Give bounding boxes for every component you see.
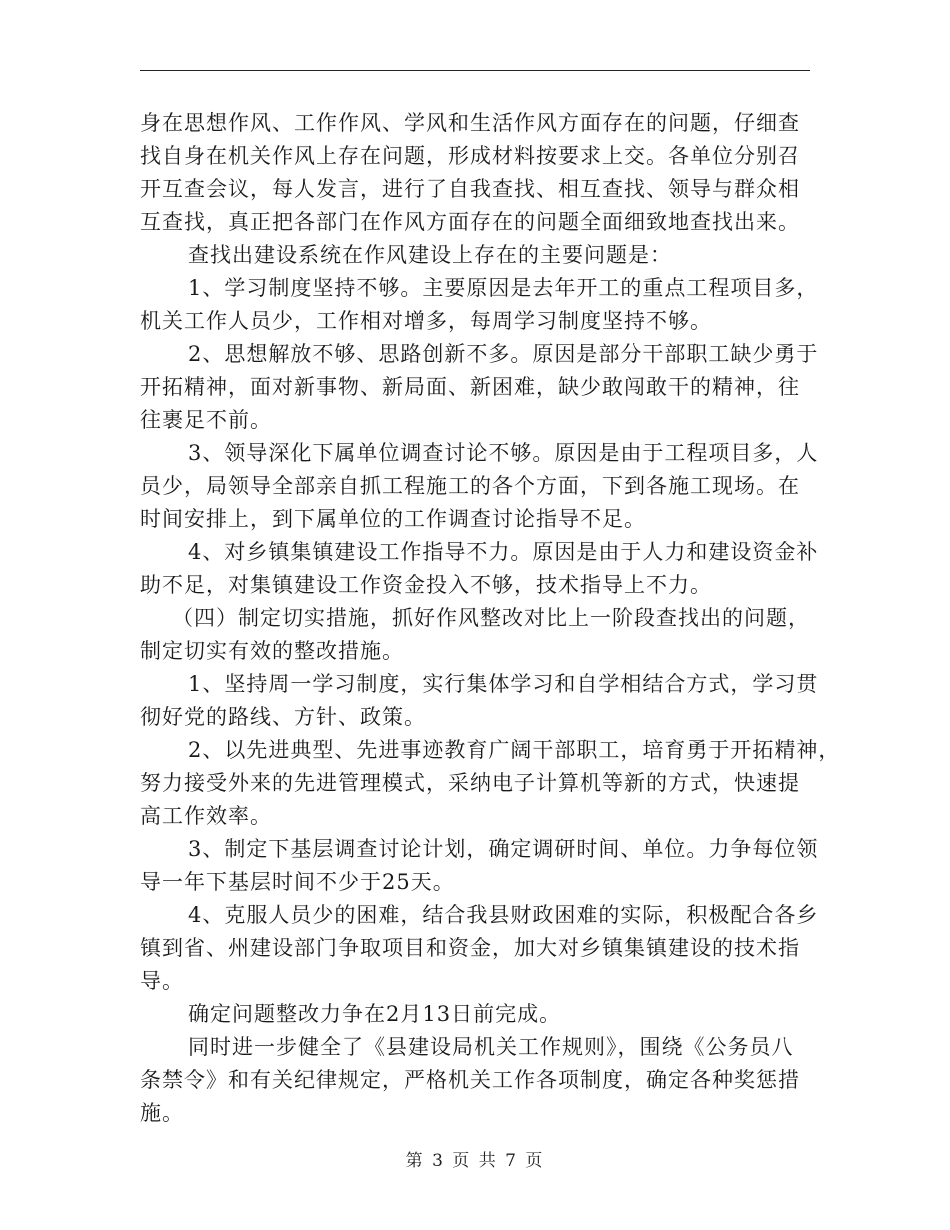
body-text-line: 条禁令》和有关纪律规定，严格机关工作各项制度，确定各种奖惩措 xyxy=(140,1068,800,1092)
body-text-line: 助不足，对集镇建设工作资金投入不够，技术指导上不力。 xyxy=(140,573,712,597)
body-text-line: 2、思想解放不够、思路创新不多。原因是部分干部职工缺少勇于 xyxy=(188,342,819,366)
body-text-line: 开互查会议，每人发言，进行了自我查找、相互查找、领导与群众相 xyxy=(140,177,800,201)
body-text-line: 4、克服人员少的困难，结合我县财政困难的实际，积极配合各乡 xyxy=(188,903,819,927)
body-text-line: 高工作效率。 xyxy=(140,804,272,828)
body-text-line: 制定切实有效的整改措施。 xyxy=(140,639,404,663)
header-rule xyxy=(140,70,810,71)
body-text-line: 彻好党的路线、方针、政策。 xyxy=(140,705,426,729)
body-text-line: 1、学习制度坚持不够。主要原因是去年开工的重点工程项目多， xyxy=(188,276,819,300)
body-text-line: 往裹足不前。 xyxy=(140,408,272,432)
page-number: 第 3 页 共 7 页 xyxy=(405,1151,545,1171)
body-text-line: 1、坚持周一学习制度，实行集体学习和自学相结合方式，学习贯 xyxy=(188,672,819,696)
body-text-line: 确定问题整改力争在2月13日前完成。 xyxy=(188,1002,562,1026)
body-text-line: 员少，局领导全部亲自抓工程施工的各个方面，下到各施工现场。在 xyxy=(140,474,800,498)
body-text-line: 镇到省、州建设部门争取项目和资金，加大对乡镇集镇建设的技术指 xyxy=(140,936,800,960)
body-text-line: 3、领导深化下属单位调查讨论不够。原因是由于工程项目多，人 xyxy=(188,441,819,465)
body-text-line: 互查找，真正把各部门在作风方面存在的问题全面细致地查找出来。 xyxy=(140,210,800,234)
body-text-line: 2、以先进典型、先进事迹教育广阔干部职工，培育勇于开拓精神， xyxy=(188,738,841,762)
body-text-line: 同时进一步健全了《县建设局机关工作规则》，围绕《公务员八 xyxy=(188,1035,794,1059)
body-text-line: 努力接受外来的先进管理模式，采纳电子计算机等新的方式，快速提 xyxy=(140,771,800,795)
body-text-line: 查找出建设系统在作风建设上存在的主要问题是： xyxy=(188,243,672,267)
body-text-line: 时间安排上，到下属单位的工作调查讨论指导不足。 xyxy=(140,507,646,531)
body-text-line: 导。 xyxy=(140,969,184,993)
body-text-line: 找自身在机关作风上存在问题，形成材料按要求上交。各单位分别召 xyxy=(140,144,800,168)
body-text-line: 机关工作人员少，工作相对增多，每周学习制度坚持不够。 xyxy=(140,309,712,333)
body-text-line: （四）制定切实措施，抓好作风整改对比上一阶段查找出的问题， xyxy=(172,606,810,630)
body-text-line: 导一年下基层时间不少于25天。 xyxy=(140,870,455,894)
body-text-line: 4、对乡镇集镇建设工作指导不力。原因是由于人力和建设资金补 xyxy=(188,540,819,564)
body-text-line: 3、制定下基层调查讨论计划，确定调研时间、单位。力争每位领 xyxy=(188,837,819,861)
body-text-line: 施。 xyxy=(140,1101,184,1125)
body-text-line: 身在思想作风、工作作风、学风和生活作风方面存在的问题，仔细查 xyxy=(140,111,800,135)
body-text-line: 开拓精神，面对新事物、新局面、新困难，缺少敢闯敢干的精神，往 xyxy=(140,375,800,399)
